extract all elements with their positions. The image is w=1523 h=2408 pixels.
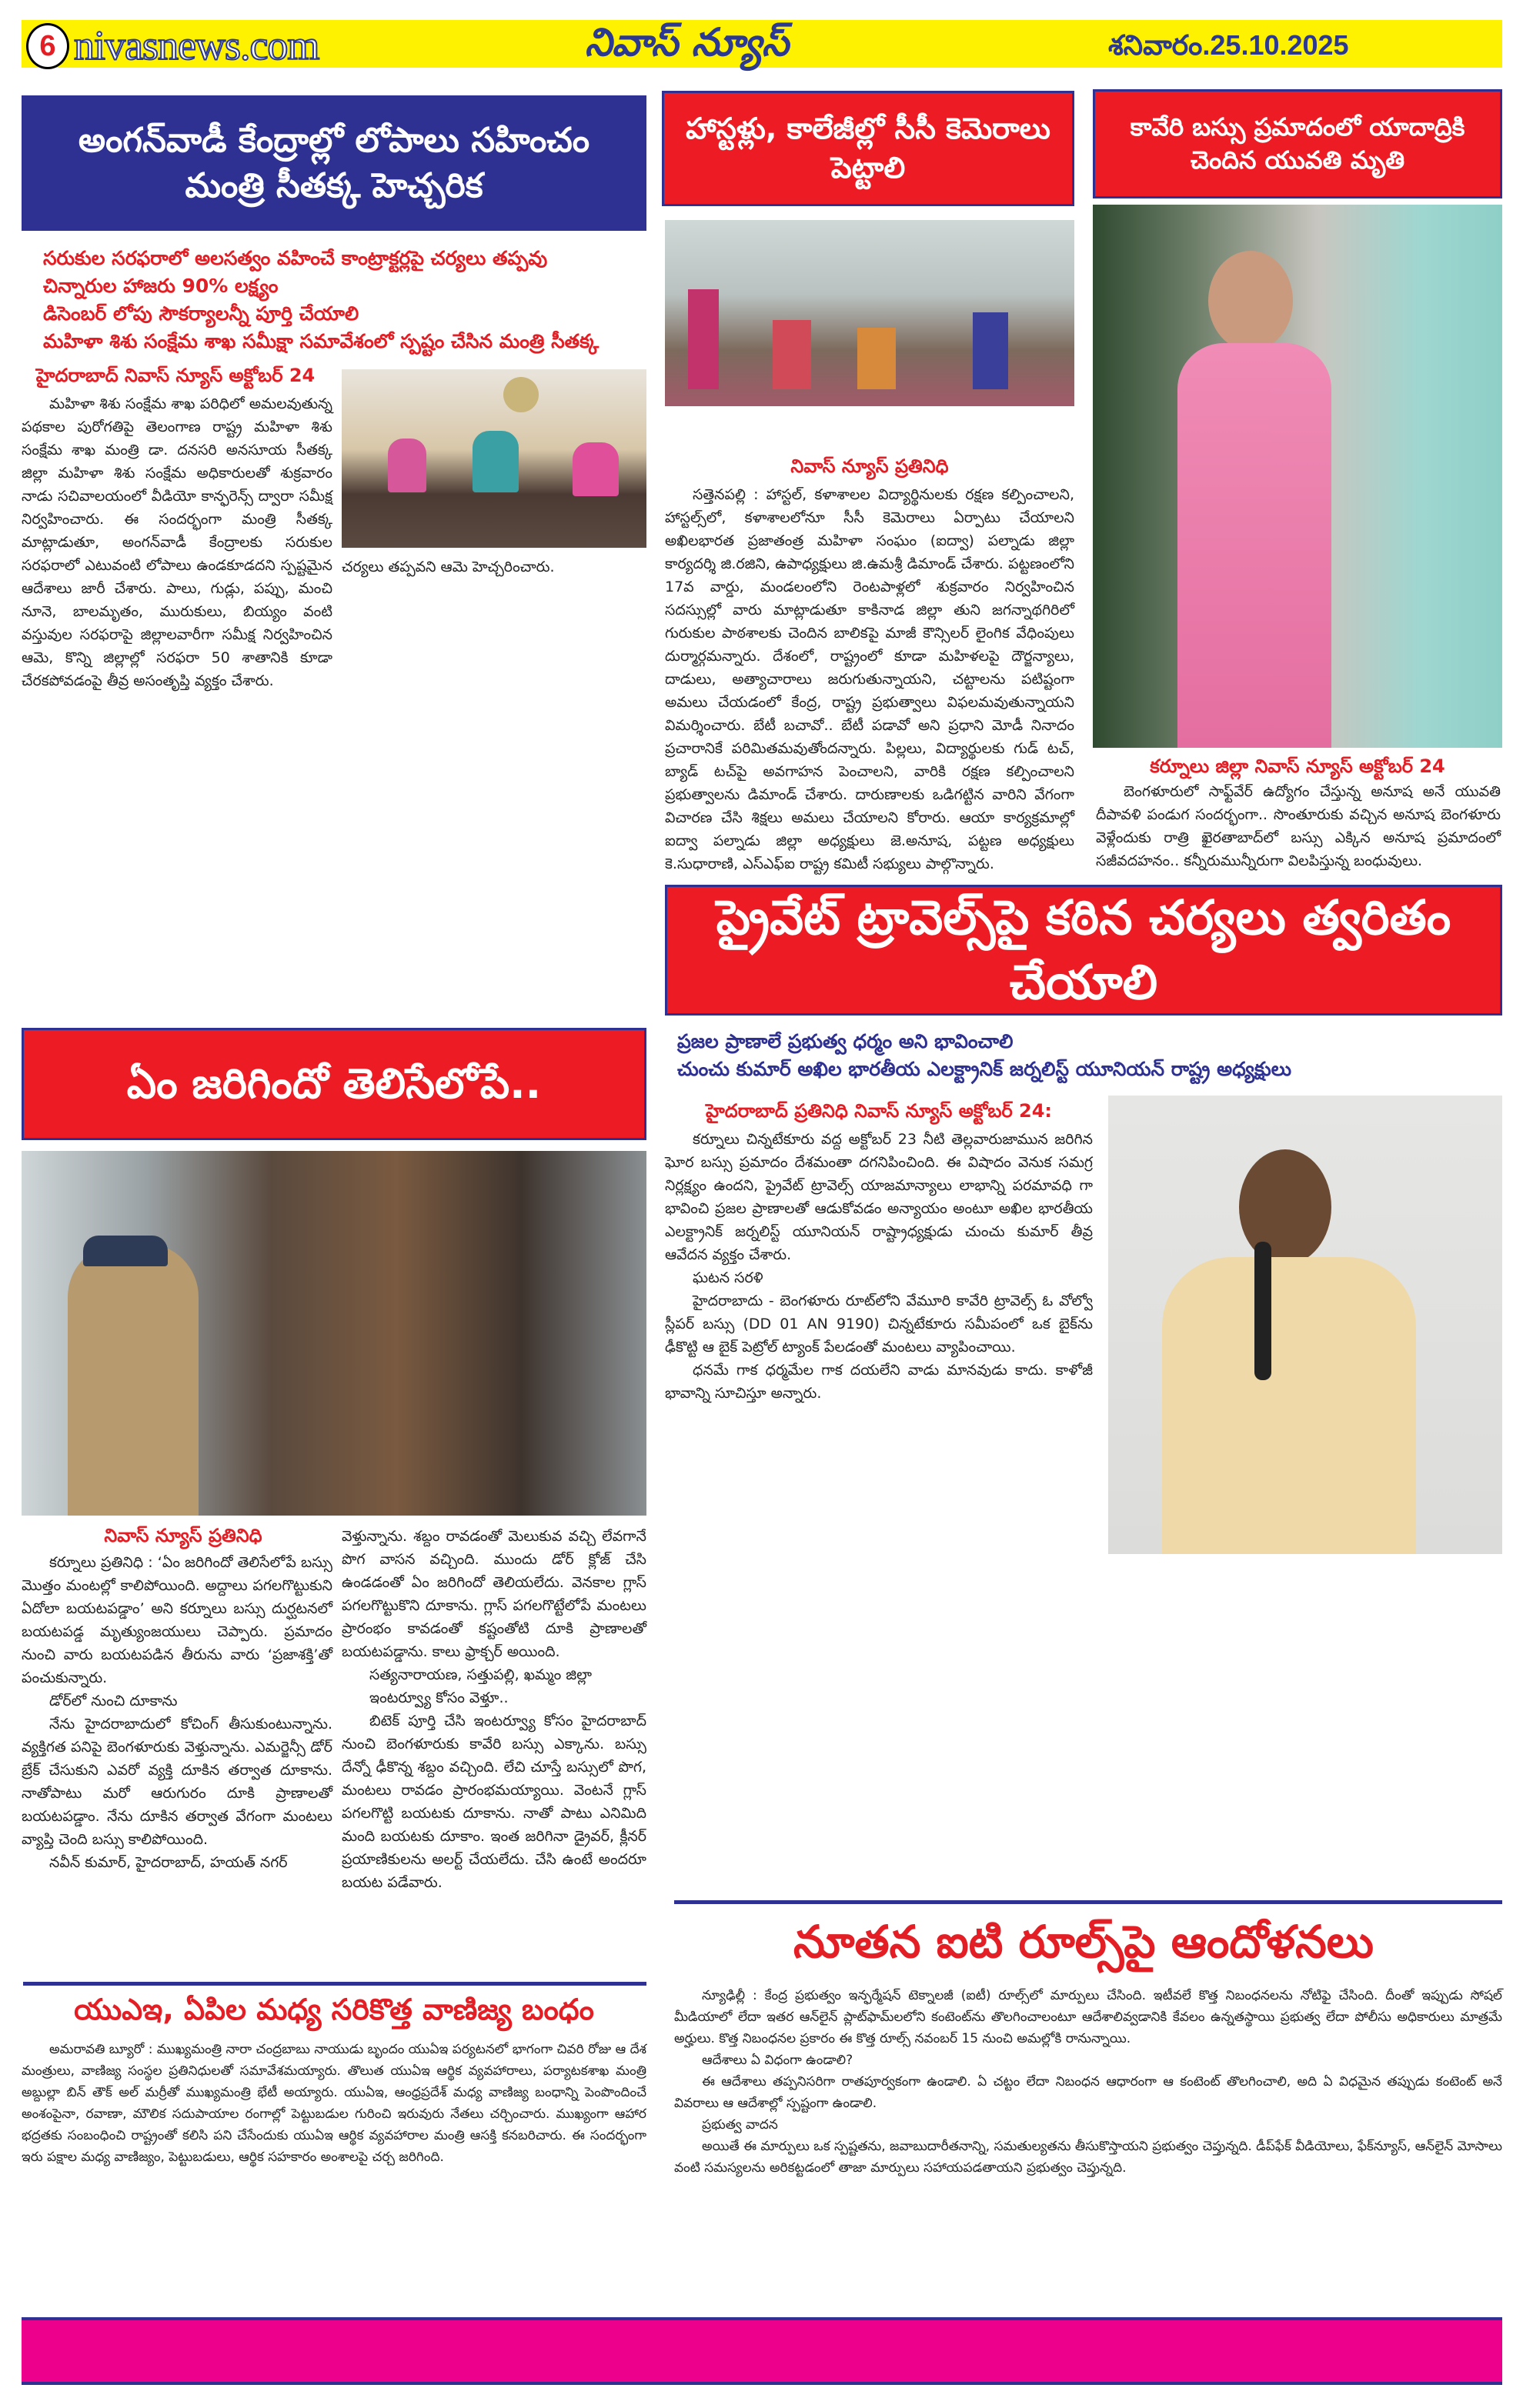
paragraph: హైదరాబాదు - బెంగళూరు రూట్‌లోని వేమూరి కావేరి ట్రావెల్స్ ఓ వోల్వో స్లీపర్ బస్సు (DD 01 AN 9190) చిన్నటేకూరు సమీపంలో ఒక బైక్‌ను ఢీకొట్టి ఆ బైక్ పెట్రోల్ ట్యాంక్ పేలడంతో మంటలు వ్యాపించాయి. <box>665 1292 1093 1356</box>
hostels-headline: హాస్టళ్లు, కాలేజీల్లో సీసీ కెమెరాలు పెట్టాలి <box>662 91 1074 206</box>
paragraph: చర్యలు తప్పవని ఆమె హెచ్చరించారు. <box>342 559 555 575</box>
private-travels-headline: ప్రైవేట్ ట్రావెల్స్‌పై కఠిన చర్యలు త్వరితం చేయాలి <box>665 885 1502 1016</box>
signoff: సత్యనారాయణ, సత్తుపల్లి, ఖమ్మం జిల్లా <box>369 1666 593 1683</box>
bus-fire-body-col2 <box>342 1525 646 1894</box>
paragraph: అయితే ఈ మార్పులు ఒక స్పష్టతను, జవాబుదారీతనాన్ని, సమతుల్యతను తీసుకొస్తాయని ప్రభుత్వం చెప్తున్నది. డీప్‌ఫేక్ వీడియోలు, ఫేక్‌న్యూస్, ఆన్‌లైన్ మోసాలు వంటి సమస్యలను అరికట్టడంలో తాజా మార్పులు సహాయపడతాయని ప్రభుత్వం చెప్తున్నది. <box>674 2139 1502 2176</box>
hostels-body <box>665 483 1074 875</box>
paragraph: న్యూఢిల్లీ : కేంద్ర ప్రభుత్వం ఇన్ఫర్మేషన్ టెక్నాలజీ (ఐటీ) రూల్స్‌లో మార్పులు చేసింది. ఇటీవలే కొత్త నిబంధనలను నోటిఫై చేసింది. దీంతో ఇప్పుడు సోషల్ మీడియాలో లేదా ఇతర ఆన్‌లైన్ ప్లాట్‌ఫామ్‌లలోని కంటెంట్‌ను తొలగించాలంటూ ఆదేశాలివ్వడానికి కేవలం ఉన్నతస్థాయి ప్రభుత్వ లేదా పోలీసు అధికారులు మాత్రమే అర్హులు. కొత్త నిబంధనల ప్రకారం ఈ కొత్త రూల్స్ నవంబర్ 15 నుంచి అమల్లోకి రానున్నాయి. <box>674 1988 1502 2046</box>
paragraph: నేను హైదరాబాదులో కోచింగ్ తీసుకుంటున్నాను. వ్యక్తిగత పనిపై బెంగళూరుకు వెళ్తున్నాను. ఎమర్జెన్సీ డోర్ బ్రేక్ చేసుకుని ఎవరో వ్యక్తి దూకిన తర్వాత దూకాను. నాతోపాటు మరో ఆరుగురం దూకి ప్రాణాలతో బయటపడ్డాం. నేను దూకిన తర్వాత వేగంగా మంటలు వ్యాప్తి చెంది బస్సు కాలిపోయింది. <box>22 1716 332 1848</box>
uae-body <box>22 2039 646 2168</box>
paragraph: వెళ్తున్నాను. శబ్దం రావడంతో మెలుకువ వచ్చి లేవగానే పొగ వాసన వచ్చింది. ముందు డోర్ క్లోజ్ చేసి ఉండడంతో ఏం జరిగిందో తెలియలేదు. వెనకాల గ్లాస్ పగలగొట్టుకొని దూకాను. గ్లాస్ పగలగొట్టేలోపే మంటలు ప్రారంభం కావడంతో కష్టంతోటి దూకి ప్రాణాలతో బయటపడ్డాను. కాలు ఫ్రాక్చర్ అయింది. <box>342 1528 646 1660</box>
chunchu-kumar-photo <box>1108 1096 1502 1554</box>
site-url: nivasnews.com <box>74 22 319 68</box>
it-rules-body <box>674 1985 1502 2179</box>
paragraph: ధనమే గాక ధర్మమేల గాక దయలేని వాడు మానవుడు కాదు. కాళోజీ భావాన్ని సూచిస్తూ అన్నారు. <box>665 1362 1093 1402</box>
hostels-meeting-photo <box>665 220 1074 406</box>
kaveri-body <box>1096 780 1501 872</box>
issue-date: శనివారం.25.10.2025 <box>1108 29 1349 61</box>
anganwadi-headline: అంగన్‌వాడీ కేంద్రాల్లో లోపాలు సహించం మంత్రి సీతక్క హెచ్చరిక <box>22 95 646 231</box>
paragraph: మహిళా శిశు సంక్షేమ శాఖ పరిధిలో అమలవుతున్న పథకాల పురోగతిపై తెలంగాణ రాష్ట్ర మహిళా శిశు సంక్షేమ శాఖ మంత్రి డా. దనసరి అనసూయ సీతక్క జిల్లా మహిళా శిశు సంక్షేమ అధికారులతో శుక్రవారం నాడు సచివాలయంలో వీడియో కాన్ఫరెన్స్ ద్వారా సమీక్ష నిర్వహించారు. ఈ సందర్భంగా మంత్రి సీతక్క మాట్లాడుతూ, అంగన్‌వాడీ కేంద్రాలకు సరుకుల సరఫరాలో ఎటువంటి లోపాలు ఉండకూడదని స్పష్టమైన ఆదేశాలు జారీ చేశారు. పాలు, గుడ్లు, పప్పు, మంచి నూనె, బాలమృతం, మురుకులు, బియ్యం వంటి వస్తువుల సరఫరాపై జిల్లాలవారీగా సమీక్ష నిర్వహించిన ఆమె, కొన్ని జిల్లాల్లో సరఫరా 50 శాతానికి కూడా చేరకపోవడంపై తీవ్ర అసంతృప్తి వ్యక్తం చేశారు. <box>22 395 332 689</box>
divider <box>23 1982 646 1986</box>
subhead: చిన్నారుల హాజరు 90% లక్ష్యం <box>43 275 279 297</box>
section-heading: ఇంటర్వ్యూ కోసం వెళ్తూ.. <box>369 1689 509 1706</box>
it-rules-headline: నూతన ఐటి రూల్స్‌పై ఆందోళనలు <box>793 1916 1374 1968</box>
paragraph: ఈ ఆదేశాలు తప్పనిసరిగా రాతపూర్వకంగా ఉండాలి. ఏ చట్టం లేదా నిబంధన ఆధారంగా ఆ కంటెంట్ తొలగించాలి, అది ఏ విధమైన తప్పుడు కంటెంట్ అనే వివరాలు ఆ ఆదేశాల్లో స్పష్టంగా ఉండాలి. <box>674 2074 1502 2111</box>
subhead: సరుకుల సరఫరాలో అలసత్వం వహించే కాంట్రాక్టర్లపై చర్యలు తప్పవు <box>43 247 548 269</box>
bottom-ad-band <box>22 2317 1502 2385</box>
signoff: నవీన్ కుమార్, హైదరాబాద్, హయత్ నగర్ <box>49 1854 288 1871</box>
newspaper-logo: నివాస్ న్యూస్ <box>585 20 789 65</box>
subhead: చుంచు కుమార్ అఖిల భారతీయ ఎలక్ట్రానిక్ జర్నలిస్ట్ యూనియన్ రాష్ట్ర అధ్యక్షులు <box>677 1058 1292 1080</box>
section-heading: డోర్‌లో నుంచి దూకాను <box>49 1693 178 1709</box>
private-travels-byline: హైదరాబాద్ ప్రతినిధి నివాస్ న్యూస్ అక్టోబర్ 24: <box>705 1100 1053 1122</box>
paragraph: కర్నూలు ప్రతినిధి : ‘ఏం జరిగిందో తెలిసేలోపే బస్సు మొత్తం మంటల్లో కాలిపోయింది. అద్దాలు పగలగొట్టుకుని ఏదోలా బయటపడ్డాం’ అని కర్నూలు బస్సు దుర్ఘటనలో బయటపడ్డ మృత్యుంజయులు చెప్పారు. ప్రమాదం నుంచి వారు బయటపడిన తీరును వారు ‘ప్రజాశక్తి’తో పంచుకున్నారు. <box>22 1554 332 1686</box>
subhead: ప్రజల ప్రాణాలే ప్రభుత్వ ధర్మం అని భావించాలి <box>677 1030 1014 1052</box>
anganwadi-body-col2 <box>342 555 646 579</box>
anganwadi-body-col1 <box>22 392 332 692</box>
paragraph: కర్నూలు చిన్నటేకూరు వద్ద అక్టోబర్ 23 నీటి తెల్లవారుజామున జరిగిన ఘోర బస్సు ప్రమాదం దేశమంతా దగనిపించింది. ఈ విషాదం వెనుక సమగ్ర నిర్లక్ష్యం ఉందని, ప్రైవేట్ ట్రావెల్స్ యాజమాన్యాలు లాభాన్ని పరమావధి గా భావించి ప్రజల ప్రాణాలతో ఆడుకోవడం అన్యాయం అంటూ అఖిల భారతీయ ఎలక్ట్రానిక్ జర్నలిస్ట్ యూనియన్ రాష్ట్రాధ్యక్షుడు చుంచు కుమార్ తీవ్ర ఆవేదన వ్యక్తం చేశారు. <box>665 1131 1093 1263</box>
paragraph: అమరావతి బ్యూరో : ముఖ్యమంత్రి నారా చంద్రబాబు నాయుడు బృందం యుఏఇ పర్యటనలో భాగంగా చివరి రోజు ఆ దేశ మంత్రులు, వాణిజ్య సంస్థల ప్రతినిధులతో సమావేశమయ్యారు. తొలుత యుఏఇ ఆర్థిక వ్యవహారాలు, పర్యాటకశాఖ మంత్రి అబ్దుల్లా బిన్ తౌక్ అల్ మర్రీతో ముఖ్యమంత్రి భేటీ అయ్యారు. యుఏఇ, ఆంధ్రప్రదేశ్ మధ్య వాణిజ్య బంధాన్ని పెంపొందించే అంశంపైనా, రవాణా, మౌలిక సదుపాయాల రంగాల్లో పెట్టుబడుల గురించి ఇరువురు నేతలు చర్చించారు. ముఖ్యంగా ఆహార భద్రతకు సంబంధించి రాష్ట్రంతో కలిసి పని చేసేందుకు యుఏఇ ఆర్థిక వ్యవహారాల మంత్రి ఆసక్తి కనబరిచారు. ఈ సందర్భంగా ఇరు పక్షాల మధ్య వాణిజ్యం, పెట్టుబడులు, ఆర్థిక సహకారం అంశాలపై చర్చ జరిగింది. <box>22 2042 646 2165</box>
page-number: 6 <box>26 23 69 69</box>
private-travels-subheads <box>677 1028 1493 1083</box>
private-travels-body <box>665 1128 1093 1405</box>
hostels-byline: నివాస్ న్యూస్ ప్రతినిధి <box>790 455 949 477</box>
uae-headline: యుఎఇ, ఏపిల మధ్య సరికొత్త వాణిజ్య బంధం <box>74 1993 594 2026</box>
divider <box>674 1900 1502 1904</box>
burnt-bus-photo <box>22 1151 646 1516</box>
paragraph: బెంగళూరులో సాఫ్ట్‌వేర్ ఉద్యోగం చేస్తున్న అనూష అనే యువతి దీపావళి పండుగ సందర్భంగా.. సొంతూరుకు వచ్చిన అనూష బెంగళూరు వెళ్లేందుకు రాత్రి ఖైరతాబాద్‌లో బస్సు ఎక్కిన అనూష ప్రమాదంలో సజీవదహనం.. కన్నీరుమున్నీరుగా విలపిస్తున్న బంధువులు. <box>1096 783 1501 869</box>
kaveri-headline: కావేరి బస్సు ప్రమాదంలో యాదాద్రికి చెందిన యువతి మృతి <box>1093 89 1502 198</box>
anganwadi-meeting-photo <box>342 369 646 548</box>
bus-fire-body-col1 <box>22 1551 332 1874</box>
paragraph: బిటెక్ పూర్తి చేసి ఇంటర్వ్యూ కోసం హైదరాబాద్ నుంచి బెంగళూరుకు కావేరి బస్సు ఎక్కాను. బస్సు దేన్నో ఢీకొన్న శబ్దం వచ్చింది. లేచి చూస్తే బస్సులో పొగ, మంటలు రావడం ప్రారంభమయ్యాయి. వెంటనే గ్లాస్ పగలగొట్టి బయటకు దూకాను. నాతో పాటు ఎనిమిది మంది బయటకు దూకాం. ఇంత జరిగినా డ్రైవర్, క్లీనర్ ప్రయాణికులను అలర్ట్ చేయలేదు. చేసి ఉంటే అందరూ బయట పడేవారు. <box>342 1713 646 1891</box>
section-heading: ఘటన సరళి <box>693 1269 763 1286</box>
kaveri-victim-photo <box>1093 205 1502 748</box>
anganwadi-subheads <box>43 245 643 355</box>
bus-fire-byline: నివాస్ న్యూస్ ప్రతినిధి <box>104 1525 262 1546</box>
subhead: డిసెంబర్ లోపు సౌకర్యాలన్నీ పూర్తి చేయాలి <box>43 302 359 325</box>
subhead: మహిళా శిశు సంక్షేమ శాఖ సమీక్షా సమావేశంలో స్పష్టం చేసిన మంత్రి సీతక్క <box>43 330 600 352</box>
paragraph: సత్తెనపల్లి : హాస్టల్, కళాశాలల విద్యార్థినులకు రక్షణ కల్పించాలని, హాస్టల్స్‌లో, కళాశాలలోనూ సీసీ కెమెరాలు ఏర్పాటు చేయాలని అఖిలభారత ప్రజాతంత్ర మహిళా సంఘం (ఐద్వా) పల్నాడు జిల్లా కార్యదర్శి జి.రజిని, ఉపాధ్యక్షులు జి.ఉమశ్రీ డిమాండ్ చేశారు. పట్టణంలోని 17వ వార్డు, మండలంలోని రెంటపాళ్లలో శుక్రవారం నిర్వహించిన సదస్సుల్లో వారు మాట్లాడుతూ కాకినాడ జిల్లా తుని జగన్నాథగిరిలో గురుకుల పాఠశాలకు చెందిన బాలికపై మాజీ కౌన్సిలర్ లైంగిక వేధింపులు దుర్మార్గమన్నారు. దేశంలో, రాష్ట్రంలో కూడా మహిళలపై దౌర్జన్యాలు, దాడులు, అత్యాచారాలు జరుగుతున్నాయని, చట్టాలను పటిష్టంగా అమలు చేయడంలో కేంద్ర, రాష్ట్ర ప్రభుత్వాలు విఫలమవుతున్నాయని విమర్శించారు. బేటీ బచావో.. బేటీ పడావో అని ప్రధాని మోడీ నినాదం ప్రచారానికే పరిమితమవుతోందన్నారు. పిల్లలు, విద్యార్థులకు గుడ్ టచ్, బ్యాడ్ టచ్‌పై అవగాహన పెంచాలని, వారికి రక్షణ కల్పించాలని ప్రభుత్వాలను డిమాండ్ చేశారు. దారుణాలకు ఒడిగట్టిన వారిని వేగంగా విచారణ చేసి శిక్షలు అమలు చేయాలని కోరారు. ఆయా కార్యక్రమాల్లో ఐద్వా పల్నాడు జిల్లా అధ్యక్షులు జె.అనూష, పట్టణ అధ్యక్షులు కె.సుధారాణి, ఎస్‌ఎఫ్‌ఐ రాష్ట్ర కమిటీ సభ్యులు పాల్గొన్నారు. <box>665 486 1074 872</box>
bus-fire-headline: ఏం జరిగిందో తెలిసేలోపే.. <box>22 1028 646 1140</box>
section-heading: ఆదేశాలు ఏ విధంగా ఉండాలి? <box>702 2053 853 2068</box>
kaveri-byline: కర్నూలు జిల్లా నివాస్ న్యూస్ అక్టోబర్ 24 <box>1150 755 1445 777</box>
section-heading: ప్రభుత్వ వాదన <box>702 2117 778 2133</box>
anganwadi-byline: హైదరాబాద్ నివాస్ న్యూస్ అక్టోబర్ 24 <box>35 365 316 386</box>
